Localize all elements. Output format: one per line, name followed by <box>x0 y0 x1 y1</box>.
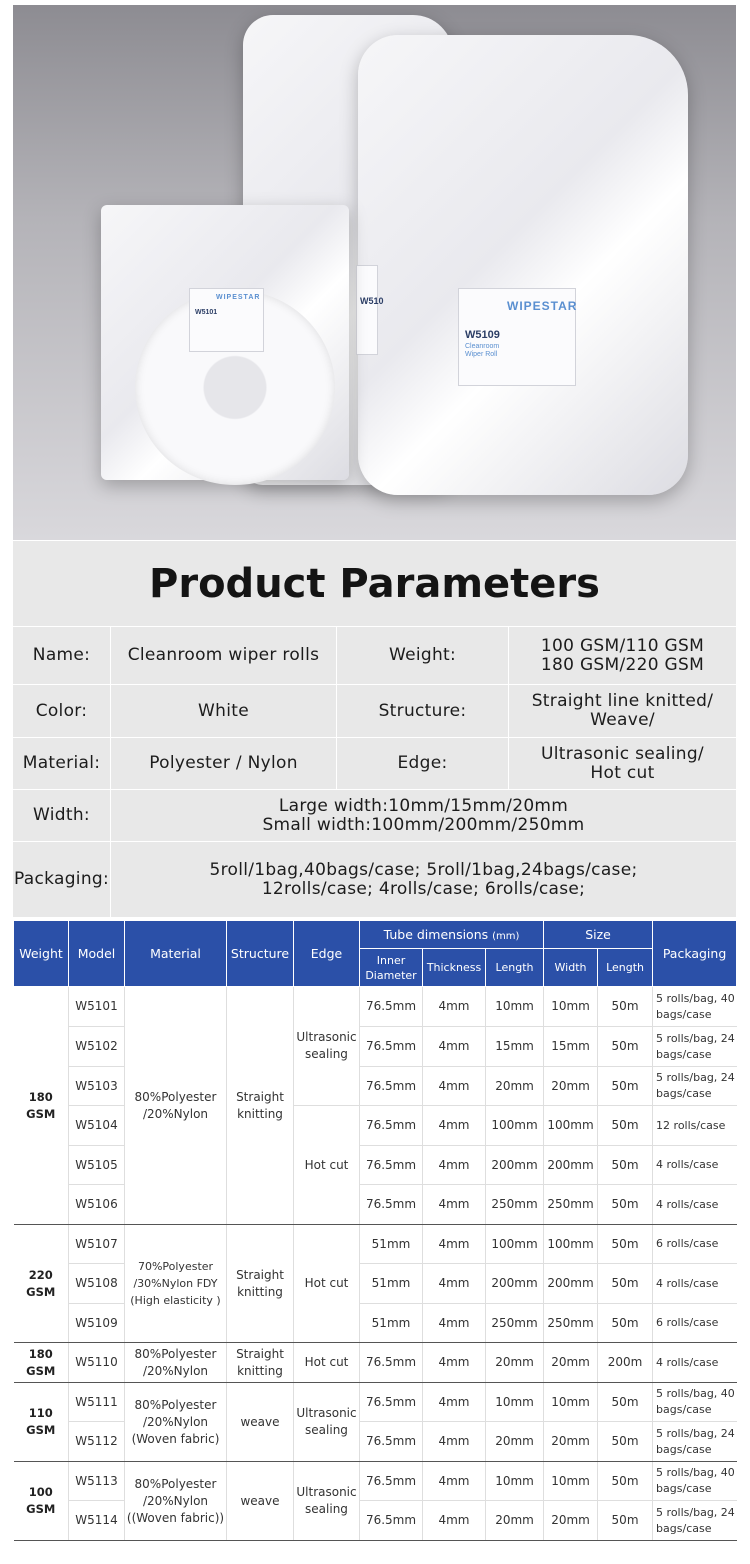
packaging-cell: 6 rolls/case <box>653 1225 737 1264</box>
edge-cell: Ultrasonic sealing <box>294 1462 360 1541</box>
name-label: Name: <box>13 627 111 685</box>
name-value: Cleanroom wiper rolls <box>111 627 337 685</box>
small-label-brand: WIPESTAR <box>216 294 261 301</box>
weight-value: 100 GSM/110 GSM 180 GSM/220 GSM <box>509 627 736 685</box>
edge-label: Edge: <box>337 738 509 790</box>
header-tube-length: Length <box>486 949 544 987</box>
inner-cell: 76.5mm <box>360 1422 423 1462</box>
width-cell: 200mm <box>544 1264 598 1304</box>
large-label-name: Cleanroom Wiper Roll <box>465 343 500 358</box>
inner-cell: 51mm <box>360 1304 423 1343</box>
width-label: Width: <box>13 790 111 842</box>
structure-cell: weave <box>227 1383 294 1462</box>
packaging-cell: 5 rolls/bag, 24 bags/case <box>653 1422 737 1462</box>
length-cell: 10mm <box>486 1462 544 1501</box>
structure-value: Straight line knitted/ Weave/ <box>509 685 736 738</box>
model-cell: W5112 <box>69 1422 125 1462</box>
model-cell: W5102 <box>69 1027 125 1067</box>
large-bag-label <box>458 288 576 386</box>
packaging-label: Packaging: <box>13 842 111 917</box>
material-cell: 80%Polyester /20%Nylon <box>125 987 227 1225</box>
model-cell: W5105 <box>69 1146 125 1185</box>
structure-cell: Straight knitting <box>227 1343 294 1383</box>
width-cell: 100mm <box>544 1225 598 1264</box>
inner-cell: 51mm <box>360 1225 423 1264</box>
model-cell: W5103 <box>69 1067 125 1106</box>
packaging-cell: 4 rolls/case <box>653 1343 737 1383</box>
width-cell: 250mm <box>544 1185 598 1225</box>
width-cell: 100mm <box>544 1106 598 1146</box>
header-size-length: Length <box>598 949 653 987</box>
material-label: Material: <box>13 738 111 790</box>
inner-cell: 76.5mm <box>360 1343 423 1383</box>
length-cell: 20mm <box>486 1067 544 1106</box>
width-cell: 20mm <box>544 1501 598 1541</box>
size-length-cell: 50m <box>598 1264 653 1304</box>
model-cell: W5104 <box>69 1106 125 1146</box>
structure-label: Structure: <box>337 685 509 738</box>
packaging-cell: 5 rolls/bag, 40 bags/case <box>653 987 737 1027</box>
length-cell: 15mm <box>486 1027 544 1067</box>
inner-cell: 76.5mm <box>360 1462 423 1501</box>
size-length-cell: 50m <box>598 1501 653 1541</box>
material-cell: 80%Polyester /20%Nylon <box>125 1343 227 1383</box>
thickness-cell: 4mm <box>423 1501 486 1541</box>
packaging-cell: 4 rolls/case <box>653 1264 737 1304</box>
specification-table <box>13 920 737 1541</box>
header-inner-diameter: Inner Diameter <box>360 949 423 987</box>
header-edge: Edge <box>294 921 360 987</box>
weight-label: Weight: <box>337 627 509 685</box>
model-cell: W5106 <box>69 1185 125 1225</box>
inner-cell: 76.5mm <box>360 1146 423 1185</box>
material-cell: 80%Polyester /20%Nylon ((Woven fabric)) <box>125 1462 227 1541</box>
model-cell: W5101 <box>69 987 125 1027</box>
size-length-cell: 50m <box>598 1422 653 1462</box>
tube-unit: (mm) <box>492 931 520 942</box>
header-size: Size <box>544 921 653 949</box>
size-length-cell: 50m <box>598 1304 653 1343</box>
model-cell: W5113 <box>69 1462 125 1501</box>
tube-label: Tube dimensions <box>383 927 489 942</box>
weight-cell: 100 GSM <box>14 1462 69 1541</box>
width-cell: 20mm <box>544 1067 598 1106</box>
header-thickness: Thickness <box>423 949 486 987</box>
weight-cell: 180 GSM <box>14 987 69 1225</box>
thickness-cell: 4mm <box>423 1146 486 1185</box>
packaging-value: 5roll/1bag,40bags/case; 5roll/1bag,24bags/case; 12rolls/case; 4rolls/case; 6rolls/case; <box>209 859 638 899</box>
header-structure: Structure <box>227 921 294 987</box>
width-cell: 200mm <box>544 1146 598 1185</box>
parameters-title: Product Parameters <box>13 541 736 627</box>
thickness-cell: 4mm <box>423 1422 486 1462</box>
model-cell: W5107 <box>69 1225 125 1264</box>
size-length-cell: 50m <box>598 1067 653 1106</box>
header-model: Model <box>69 921 125 987</box>
length-cell: 250mm <box>486 1185 544 1225</box>
size-length-cell: 50m <box>598 987 653 1027</box>
inner-cell: 76.5mm <box>360 1185 423 1225</box>
length-cell: 20mm <box>486 1343 544 1383</box>
thickness-cell: 4mm <box>423 1264 486 1304</box>
size-length-cell: 50m <box>598 1106 653 1146</box>
large-bag-front <box>358 35 688 495</box>
edge-cell: Hot cut <box>294 1225 360 1343</box>
product-parameters <box>13 541 736 917</box>
size-length-cell: 200m <box>598 1343 653 1383</box>
table-row <box>14 1264 737 1304</box>
table-row <box>14 1304 737 1343</box>
thickness-cell: 4mm <box>423 1106 486 1146</box>
header-packaging: Packaging <box>653 921 737 987</box>
width-cell: 20mm <box>544 1422 598 1462</box>
packaging-cell: 5 rolls/bag, 24 bags/case <box>653 1067 737 1106</box>
table-row <box>14 1383 737 1422</box>
header-material: Material <box>125 921 227 987</box>
width-cell: 10mm <box>544 1383 598 1422</box>
size-length-cell: 50m <box>598 1027 653 1067</box>
product-photo <box>13 5 736 540</box>
model-cell: W5108 <box>69 1264 125 1304</box>
size-length-cell: 50m <box>598 1146 653 1185</box>
material-cell: 70%Polyester /30%Nylon FDY (High elasticity ) <box>125 1225 227 1343</box>
thickness-cell: 4mm <box>423 1462 486 1501</box>
inner-cell: 51mm <box>360 1264 423 1304</box>
size-length-cell: 50m <box>598 1462 653 1501</box>
thickness-cell: 4mm <box>423 1343 486 1383</box>
header-width: Width <box>544 949 598 987</box>
packaging-cell: 5 rolls/bag, 40 bags/case <box>653 1383 737 1422</box>
header-weight: Weight <box>14 921 69 987</box>
inner-cell: 76.5mm <box>360 1106 423 1146</box>
inner-cell: 76.5mm <box>360 1501 423 1541</box>
packaging-cell: 5 rolls/bag, 24 bags/case <box>653 1501 737 1541</box>
packaging-cell: 5 rolls/bag, 24 bags/case <box>653 1027 737 1067</box>
thickness-cell: 4mm <box>423 1383 486 1422</box>
table-row <box>14 1422 737 1462</box>
thickness-cell: 4mm <box>423 1304 486 1343</box>
material-value: Polyester / Nylon <box>111 738 337 790</box>
width-cell: 250mm <box>544 1304 598 1343</box>
packaging-cell: 12 rolls/case <box>653 1106 737 1146</box>
edge-cell: Hot cut <box>294 1106 360 1225</box>
weight-cell: 180 GSM <box>14 1343 69 1383</box>
weight-cell: 110 GSM <box>14 1383 69 1462</box>
inner-cell: 76.5mm <box>360 987 423 1027</box>
size-length-cell: 50m <box>598 1383 653 1422</box>
structure-cell: weave <box>227 1462 294 1541</box>
length-cell: 100mm <box>486 1106 544 1146</box>
middle-bag-label <box>356 265 384 355</box>
inner-cell: 76.5mm <box>360 1027 423 1067</box>
table-row <box>14 1106 737 1146</box>
table-row <box>14 1343 737 1383</box>
table-row <box>14 987 737 1027</box>
edge-cell: Hot cut <box>294 1343 360 1383</box>
edge-cell: Ultrasonic sealing <box>294 987 360 1106</box>
model-cell: W5110 <box>69 1343 125 1383</box>
structure-cell: Straight knitting <box>227 1225 294 1343</box>
large-label-brand: WIPESTAR <box>507 299 578 313</box>
model-cell: W5114 <box>69 1501 125 1541</box>
table-row <box>14 1146 737 1185</box>
material-cell: 80%Polyester /20%Nylon (Woven fabric) <box>125 1383 227 1462</box>
length-cell: 10mm <box>486 1383 544 1422</box>
small-bag-label <box>189 288 264 352</box>
width-cell: 10mm <box>544 987 598 1027</box>
length-cell: 200mm <box>486 1146 544 1185</box>
weight-cell: 220 GSM <box>14 1225 69 1343</box>
structure-cell: Straight knitting <box>227 987 294 1225</box>
inner-cell: 76.5mm <box>360 1067 423 1106</box>
thickness-cell: 4mm <box>423 1185 486 1225</box>
thickness-cell: 4mm <box>423 987 486 1027</box>
color-value: White <box>111 685 337 738</box>
length-cell: 250mm <box>486 1304 544 1343</box>
middle-label-model: W510 <box>360 296 384 306</box>
edge-value: Ultrasonic sealing/ Hot cut <box>509 738 736 790</box>
table-row <box>14 1225 737 1264</box>
table-row <box>14 1067 737 1106</box>
packaging-cell: 4 rolls/case <box>653 1146 737 1185</box>
packaging-cell: 5 rolls/bag, 40 bags/case <box>653 1462 737 1501</box>
packaging-cell: 6 rolls/case <box>653 1304 737 1343</box>
length-cell: 10mm <box>486 987 544 1027</box>
large-label-model: W5109 <box>465 329 500 341</box>
thickness-cell: 4mm <box>423 1225 486 1264</box>
length-cell: 20mm <box>486 1422 544 1462</box>
edge-cell: Ultrasonic sealing <box>294 1383 360 1462</box>
thickness-cell: 4mm <box>423 1067 486 1106</box>
table-row <box>14 1027 737 1067</box>
width-cell: 20mm <box>544 1343 598 1383</box>
table-row <box>14 1501 737 1541</box>
length-cell: 20mm <box>486 1501 544 1541</box>
thickness-cell: 4mm <box>423 1027 486 1067</box>
color-label: Color: <box>13 685 111 738</box>
size-length-cell: 50m <box>598 1225 653 1264</box>
small-label-model: W5101 <box>195 309 218 316</box>
length-cell: 200mm <box>486 1264 544 1304</box>
size-length-cell: 50m <box>598 1185 653 1225</box>
packaging-cell: 4 rolls/case <box>653 1185 737 1225</box>
inner-cell: 76.5mm <box>360 1383 423 1422</box>
width-cell: 10mm <box>544 1462 598 1501</box>
table-row <box>14 1185 737 1225</box>
model-cell: W5111 <box>69 1383 125 1422</box>
table-row <box>14 1462 737 1501</box>
width-cell: 15mm <box>544 1027 598 1067</box>
header-tube-dimensions <box>360 921 544 949</box>
model-cell: W5109 <box>69 1304 125 1343</box>
length-cell: 100mm <box>486 1225 544 1264</box>
width-value: Large width:10mm/15mm/20mm Small width:100mm/200mm/250mm <box>111 790 736 842</box>
